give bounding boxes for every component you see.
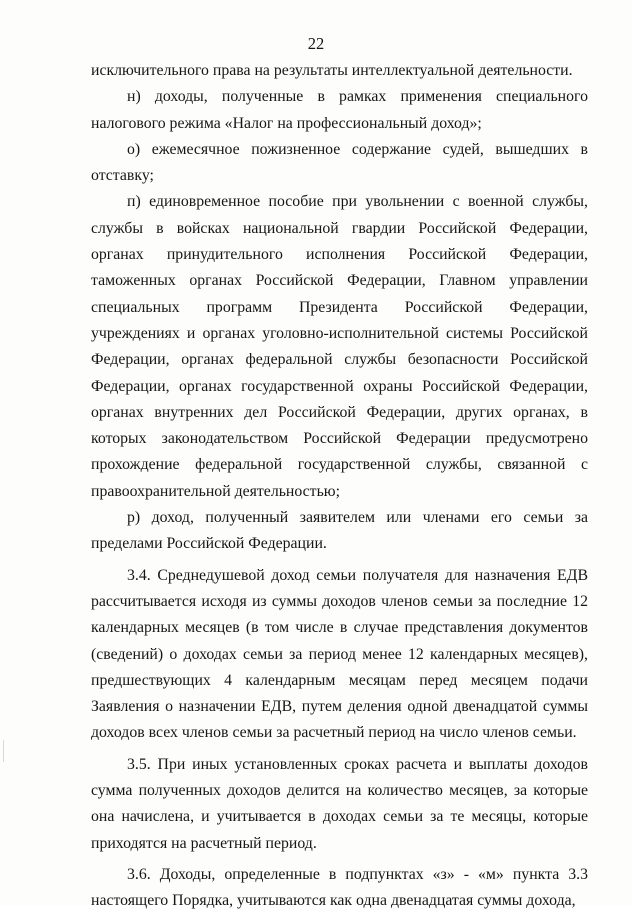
paragraph-3-4: 3.4. Среднедушевой доход семьи получателя для назначения ЕДВ рассчитывается исходя из суммы доходов членов семьи за последние 12 календарных месяцев (в том числе в случае представления документов (сведений) о доходах семьи за период менее 12 календарных месяцев), предшествующих 4 календарным месяцам перед месяцем подачи Заявления о назначении ЕДВ, путем деления одной двенадцатой суммы доходов всех членов семьи за расчетный период на число членов семьи. (91, 566, 588, 742)
paragraph-item-p: п) единовременное пособие при увольнении с военной службы, службы в войсках национальной гвардии Российской Федерации, органах принудительного исполнения Российской Федерации, таможенных органах Российской Федерации, Главном управлении специальных программ Президента Российской Федерации, учреждениях и органах уголовно-исполнительной системы Российской Федерации, органах федеральной службы безопасности Российской Федерации, органах государственной охраны Российской Федерации, органах внутренних дел Российской Федерации, других органах, в которых законодательством Российской Федерации предусмотрено прохождение федеральной государственной службы, связанной с правоохранительной деятельностью; (91, 193, 588, 500)
paragraph-3-6: 3.6. Доходы, определенные в подпунктах «з» - «м» пункта 3.3 настоящего Порядка, учитываются как одна двенадцатая суммы дохода, (91, 865, 588, 910)
scan-edge-mark (3, 740, 4, 762)
paragraph-continuation: исключительного права на результаты интеллектуальной деятельности. (91, 62, 573, 79)
paragraph-item-o: о) ежемесячное пожизненное содержание судей, вышедших в отставку; (91, 140, 588, 185)
paragraph-item-r: р) доход, полученный заявителем или членами его семьи за пределами Российской Федерации. (91, 509, 588, 553)
document-body (91, 58, 588, 915)
paragraph-item-n: н) доходы, полученные в рамках применения специального налогового режима «Налог на профессиональный доход»; (91, 88, 588, 132)
paragraph-3-5: 3.5. При иных установленных сроках расчета и выплаты доходов сумма полученных доходов делится на количество месяцев, за которые она начислена, и учитывается в доходах семьи за те месяцы, которые приходятся на расчетный период. (91, 755, 588, 852)
page-number: 22 (307, 34, 325, 53)
